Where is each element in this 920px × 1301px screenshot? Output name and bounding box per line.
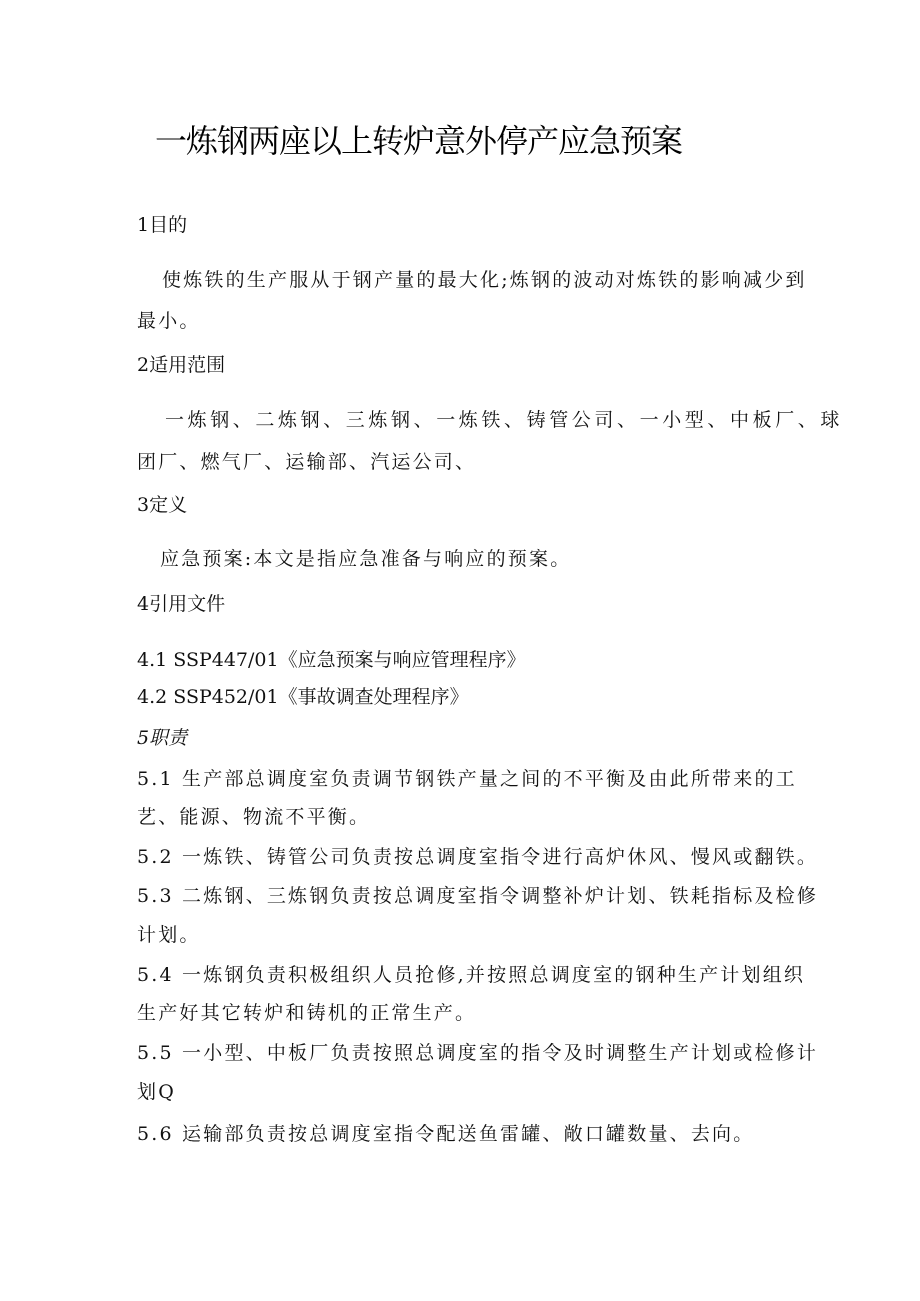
responsibility-item: 5.6 运输部负责按总调度室指令配送鱼雷罐、敞口罐数量、去向。: [137, 1123, 755, 1145]
responsibility-item: 5.3 二炼钢、三炼钢负责按总调度室指令调整补炉计划、铁耗指标及检修: [137, 885, 819, 907]
responsibility-item-continued: 划Q: [137, 1081, 176, 1103]
document-title: 一炼钢两座以上转炉意外停产应急预案: [155, 122, 683, 160]
responsibility-item: 5.5 一小型、中板厂负责按照总调度室的指令及时调整生产计划或检修计: [137, 1042, 819, 1064]
responsibility-item-continued: 计划。: [137, 924, 201, 946]
heading-scope: 2适用范围: [137, 354, 226, 376]
reference-item: 4.1 SSP447/01《应急预案与响应管理程序》: [137, 649, 526, 671]
responsibility-item-continued: 生产好其它转炉和铸机的正常生产。: [137, 1002, 477, 1024]
definition-text: 应急预案:本文是指应急准备与响应的预案。: [160, 548, 572, 570]
reference-item: 4.2 SSP452/01《事故调查处理程序》: [137, 686, 469, 708]
heading-definition: 3定义: [137, 494, 188, 516]
heading-references: 4引用文件: [137, 593, 226, 615]
responsibility-item: 5.2 一炼铁、铸管公司负责按总调度室指令进行高炉休风、慢风或翻铁。: [137, 846, 819, 868]
purpose-text-line-2: 最小。: [137, 310, 201, 332]
scope-text-line-2: 团厂、燃气厂、运输部、汽运公司、: [137, 451, 477, 473]
scope-text-line-1: 一炼钢、二炼钢、三炼钢、一炼铁、铸管公司、一小型、中板厂、球: [165, 409, 844, 431]
responsibility-item: 5.1 生产部总调度室负责调节钢铁产量之间的不平衡及由此所带来的工: [137, 768, 797, 790]
responsibility-item: 5.4 一炼钢负责积极组织人员抢修,并按照总调度室的钢种生产计划组织: [137, 964, 806, 986]
heading-responsibilities: 5职责: [137, 727, 188, 749]
heading-purpose: 1目的: [137, 214, 188, 236]
responsibility-item-continued: 艺、能源、物流不平衡。: [137, 806, 371, 828]
purpose-text-line-1: 使炼铁的生产服从于钢产量的最大化;炼钢的波动对炼铁的影响减少到: [162, 269, 807, 291]
